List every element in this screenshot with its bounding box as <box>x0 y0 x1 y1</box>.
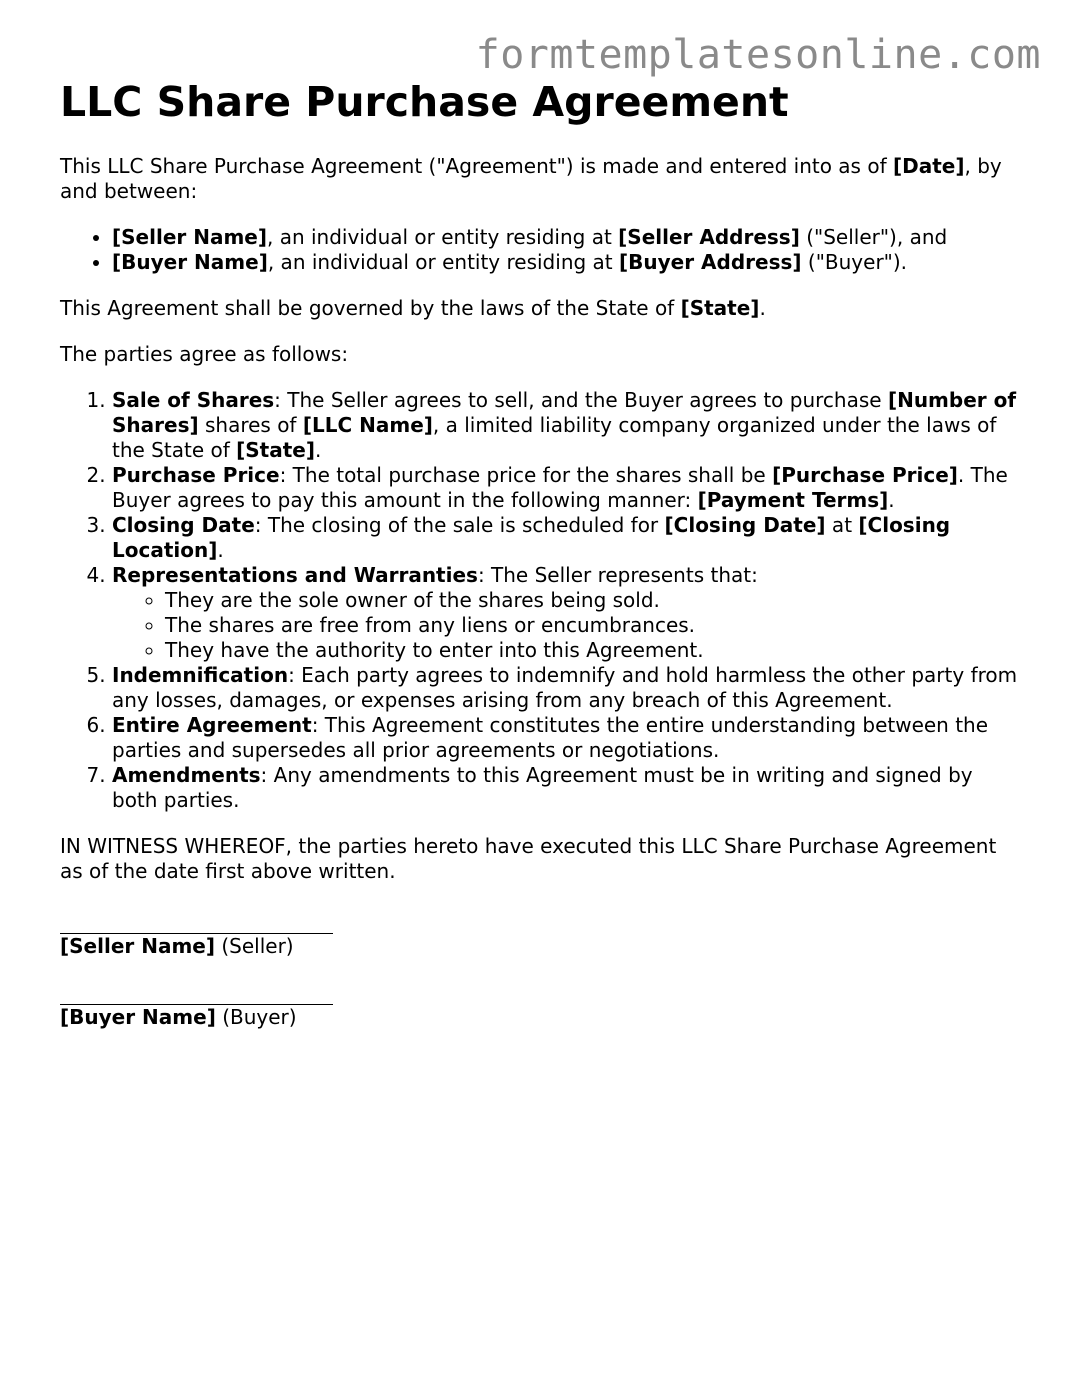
watermark: formtemplatesonline.com <box>475 32 1041 78</box>
party-tail: ("Buyer"). <box>801 250 908 274</box>
seller-name-placeholder: [Seller Name] <box>60 934 215 958</box>
witness-paragraph: IN WITNESS WHEREOF, the parties hereto have executed this LLC Share Purchase Agreement as of the date first above written. <box>60 834 997 883</box>
date-placeholder: [Date] <box>892 154 965 178</box>
party-seller <box>112 225 1020 250</box>
party-tail: ("Seller"), and <box>799 225 948 249</box>
party-text: , an individual or entity residing at <box>267 250 619 274</box>
term-purchase-price <box>112 463 1020 513</box>
buyer-name-placeholder: [Buyer Name] <box>60 1005 216 1029</box>
agree-intro: The parties agree as follows: <box>60 342 349 366</box>
buyer-name-placeholder: [Buyer Name] <box>112 250 268 274</box>
intro-text: This LLC Share Purchase Agreement ("Agreement") is made and entered into as of <box>60 154 893 178</box>
term-title: Purchase Price <box>112 463 280 487</box>
parties-list <box>60 225 1020 275</box>
term-text: : The Seller represents that: <box>477 563 758 587</box>
closing-date-placeholder: [Closing Date] <box>664 513 826 537</box>
seller-signature-line <box>60 913 333 934</box>
signature-block <box>60 913 1020 1030</box>
document-body <box>60 76 1020 1055</box>
purchase-price-placeholder: [Purchase Price] <box>772 463 958 487</box>
document-title: LLC Share Purchase Agreement <box>60 78 789 126</box>
term-text: : The Seller agrees to sell, and the Buyer agrees to purchase <box>274 388 888 412</box>
term-text: . <box>888 488 895 512</box>
intro-tail: , by and between: <box>60 154 1002 203</box>
buyer-signature-name <box>60 1005 1020 1030</box>
list-item: ◦ They have the authority to enter into this Agreement. <box>165 638 1020 663</box>
list-item: ◦ They are the sole owner of the shares being sold. <box>165 588 1020 613</box>
term-indemnification <box>112 663 1020 713</box>
term-text: shares of <box>198 413 303 437</box>
term-text: : The closing of the sale is scheduled for <box>254 513 665 537</box>
representations-list <box>112 588 1020 663</box>
signature-role: (Buyer) <box>215 1005 297 1029</box>
term-title: Closing Date <box>112 513 255 537</box>
seller-name-placeholder: [Seller Name] <box>112 225 267 249</box>
list-item: ◦ The shares are free from any liens or encumbrances. <box>165 613 1020 638</box>
governing-law-paragraph <box>60 296 1020 321</box>
llc-name-placeholder: [LLC Name] <box>302 413 433 437</box>
governing-tail: . <box>759 296 766 320</box>
party-text: , an individual or entity residing at <box>267 225 619 249</box>
term-title: Sale of Shares <box>112 388 275 412</box>
term-title: Indemnification <box>112 663 289 687</box>
intro-paragraph <box>60 154 1020 204</box>
closing-location-placeholder: [Closing Location] <box>112 513 951 562</box>
party-buyer <box>112 250 1020 275</box>
term-representations <box>112 563 1020 663</box>
term-closing-date <box>112 513 1020 563</box>
term-text: : The total purchase price for the shares shall be <box>279 463 773 487</box>
term-text: . <box>315 438 322 462</box>
state-placeholder: [State] <box>680 296 760 320</box>
term-text: , a limited liability company organized under the laws of the State of <box>112 413 997 462</box>
signature-role: (Seller) <box>215 934 294 958</box>
seller-signature-name <box>60 934 1020 959</box>
term-text: . <box>217 538 224 562</box>
state-placeholder: [State] <box>236 438 315 462</box>
term-title: Entire Agreement <box>112 713 312 737</box>
term-text: : Each party agrees to indemnify and hold harmless the other party from any losses, damages, or expenses arising from any breach of this Agreement. <box>112 663 1018 712</box>
term-sale-of-shares <box>112 388 1020 463</box>
term-title: Representations and Warranties <box>112 563 478 587</box>
term-text: . The Buyer agrees to pay this amount in the following manner: <box>112 463 1008 512</box>
payment-terms-placeholder: [Payment Terms] <box>697 488 889 512</box>
term-text: at <box>825 513 859 537</box>
term-text: : This Agreement constitutes the entire understanding between the parties and supersedes all prior agreements or negotiations. <box>112 713 989 762</box>
term-entire-agreement <box>112 713 1020 763</box>
buyer-signature-line <box>60 984 333 1005</box>
seller-address-placeholder: [Seller Address] <box>618 225 800 249</box>
buyer-address-placeholder: [Buyer Address] <box>619 250 802 274</box>
term-title: Amendments <box>112 763 261 787</box>
number-of-shares-placeholder: [Number of Shares] <box>112 388 1017 437</box>
term-amendments <box>112 763 1020 813</box>
term-text: : Any amendments to this Agreement must be in writing and signed by both parties. <box>112 763 973 812</box>
governing-text: This Agreement shall be governed by the laws of the State of <box>60 296 681 320</box>
terms-list <box>60 388 1020 813</box>
